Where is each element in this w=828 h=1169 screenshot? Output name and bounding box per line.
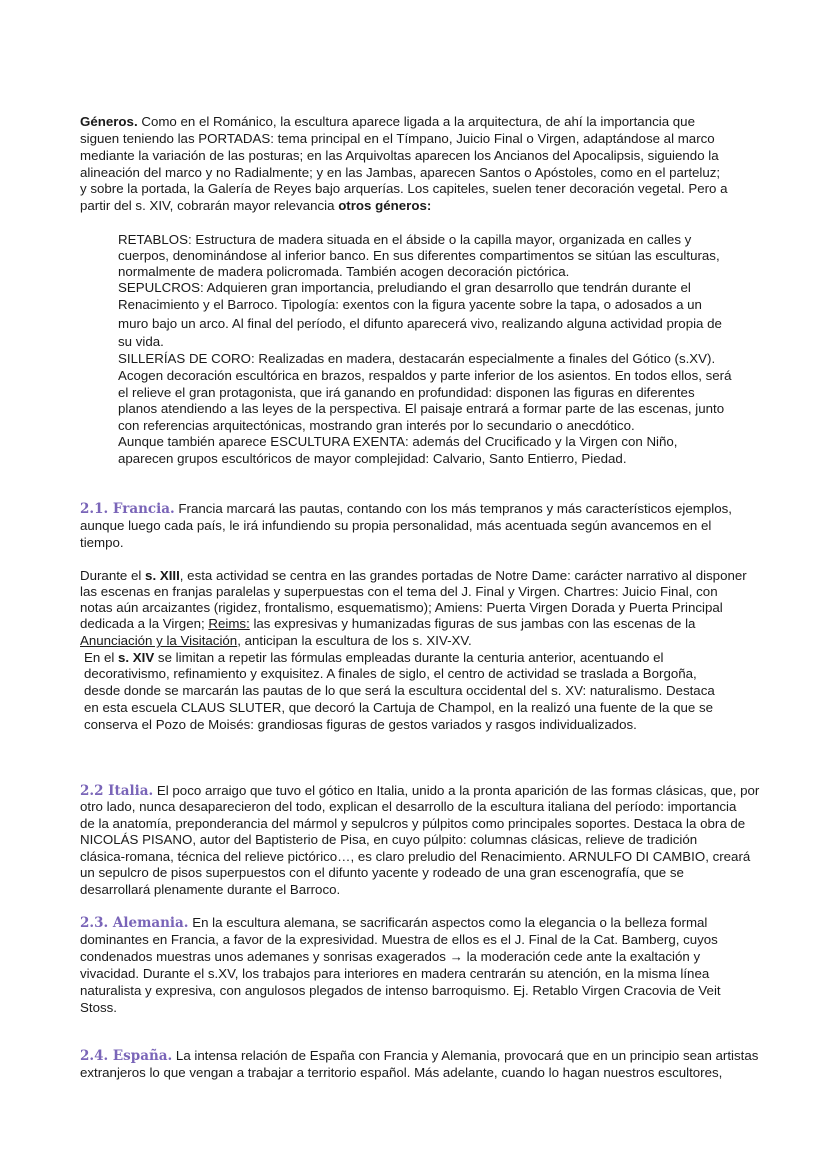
generos-line-1: Géneros. Como en el Románico, la escultura aparece ligada a la arquitectura, de ahí la importancia que	[80, 114, 695, 129]
alemania-line-2: dominantes en Francia, a favor de la expresividad. Muestra de ellos es el J. Final de la Cat. Bamberg, cuyos	[80, 932, 718, 947]
francia-p3-line-2: decorativismo, refinamiento y exquisitez. A finales de siglo, el centro de actividad se traslada a Borgoña,	[84, 666, 697, 681]
alemania-heading: 2.3. Alemania.	[80, 915, 189, 931]
francia-p3-line-3: desde donde se marcarán las pautas de lo que será la escultura occidental del s. XV: naturalismo. Destaca	[84, 683, 715, 698]
generos-line-4: alineación del marco y no Radialmente; y en las Jambas, aparecen Santos o Apóstoles, como en el parteluz;	[80, 165, 721, 180]
generos-heading: Géneros.	[80, 114, 138, 129]
retablos-line-1: RETABLOS: Estructura de madera situada en el ábside o la capilla mayor, organizada en calles y	[118, 232, 692, 247]
francia-p2-line-1: Durante el s. XIII, esta actividad se centra en las grandes portadas de Notre Dame: carácter narrativo al disponer	[80, 568, 747, 583]
sepulcros-line-4: su vida.	[118, 334, 164, 349]
francia-heading: 2.1. Francia.	[80, 501, 175, 517]
italia-line-3: de la anatomía, preponderancia del mármol y sepulcros y púlpitos como principales soportes. Destaca la obra de	[80, 816, 746, 831]
espana-line-1: 2.4. España. La intensa relación de España con Francia y Alemania, provocará que en un principio sean artistas	[80, 1048, 759, 1064]
generos-line-3: mediante la variación de las posturas; en las Arquivoltas aparecen los Ancianos del Apocalipsis, siguiendo la	[80, 148, 719, 163]
sillerias-line-4: planos atendiendo a las leyes de la perspectiva. El paisaje entrará a formar parte de las escenas, junto	[118, 401, 725, 416]
francia-p3-line-4: en esta escuela CLAUS SLUTER, que decoró la Cartuja de Champol, en la realizó una fuente de la que se	[84, 700, 714, 715]
exenta-line-1: Aunque también aparece ESCULTURA EXENTA: además del Crucificado y la Virgen con Niño,	[118, 434, 678, 449]
francia-line-3: tiempo.	[80, 535, 124, 550]
sillerias-line-1: SILLERÍAS DE CORO: Realizadas en madera, destacarán especialmente a finales del Gótico (s.XV).	[118, 351, 716, 366]
sillerias-line-5: con referencias arquitectónicas, mostrando gran interés por lo secundario o anecdótico.	[118, 418, 635, 433]
francia-p3-line-5: conserva el Pozo de Moisés: grandiosas figuras de gestos variados y rasgos individualizados.	[84, 717, 637, 732]
espana-line-2: extranjeros lo que vengan a trabajar a territorio español. Más adelante, cuando lo hagan nuestros escultores,	[80, 1065, 723, 1080]
sepulcros-line-3: muro bajo un arco. Al final del período, el difunto aparecerá vivo, realizando alguna actividad propia de	[118, 316, 722, 331]
francia-p2-line-3: notas aún arcaizantes (rigidez, frontalismo, esquematismo); Amiens: Puerta Virgen Dorada y Puerta Principal	[80, 600, 723, 615]
italia-line-6: un sepulcro de pisos superpuestos con el difunto yacente y rodeado de una gran escenografía, que se	[80, 865, 684, 880]
sillerias-line-2: Acogen decoración escultórica en brazos, respaldos y parte inferior de los asientos. En todos ellos, será	[118, 368, 732, 383]
italia-line-1: 2.2 Italia. El poco arraigo que tuvo el gótico en Italia, unido a la pronta aparición de las formas clásicas, que, por	[80, 783, 760, 799]
francia-p2-line-5: Anunciación y la Visitación, anticipan la escultura de los s. XIV-XV.	[80, 633, 472, 648]
alemania-line-5: naturalista y expresiva, con angulosos plegados de intenso barroquismo. Ej. Retablo Virgen Cracovia de Veit	[80, 983, 721, 998]
retablos-line-3: normalmente de madera policromada. También acogen decoración pictórica.	[118, 264, 570, 279]
exenta-line-2: aparecen grupos escultóricos de mayor complejidad: Calvario, Santo Entierro, Piedad.	[118, 451, 627, 466]
italia-heading: 2.2 Italia.	[80, 783, 154, 799]
francia-p2-line-2: las escenas en franjas paralelas y superpuestas con el tema del J. Final y Virgen. Chartres: Juicio Final, con	[80, 584, 718, 599]
italia-line-5: clásica-romana, técnica del relieve pictórico…, es claro preludio del Renacimiento. ARNULFO DI CAMBIO, creará	[80, 849, 751, 864]
sepulcros-line-2: Renacimiento y el Barroco. Tipología: exentos con la figura yacente sobre la tapa, o adosados a un	[118, 297, 702, 312]
generos-line-2: siguen teniendo las PORTADAS: tema principal en el Tímpano, Juicio Final o Virgen, adaptándose al marco	[80, 131, 715, 146]
alemania-line-3: condenados muestras unos ademanes y sonrisas exagerados → la moderación cede ante la exaltación y	[80, 949, 701, 964]
francia-line-1: 2.1. Francia. Francia marcará las pautas, contando con los más tempranos y más característicos ejemplos,	[80, 501, 732, 517]
generos-line-5: y sobre la portada, la Galería de Reyes bajo arquerías. Los capiteles, suelen tener decoración vegetal. Pero a	[80, 181, 728, 196]
italia-line-4: NICOLÁS PISANO, autor del Baptisterio de Pisa, en cuyo púlpito: columnas clásicas, relieve de tradición	[80, 832, 698, 847]
espana-heading: 2.4. España.	[80, 1048, 173, 1064]
francia-p3-line-1: En el s. XIV se limitan a repetir las fórmulas empleadas durante la centuria anterior, acentuando el	[84, 650, 664, 665]
alemania-line-4: vivacidad. Durante el s.XV, los trabajos para interiores en madera centrarán su atención, en la misma línea	[80, 966, 710, 981]
alemania-line-1: 2.3. Alemania. En la escultura alemana, se sacrificarán aspectos como la elegancia o la belleza formal	[80, 915, 708, 931]
sillerias-line-3: el relieve el gran protagonista, que irá ganando en profundidad: disponen las figuras en diferentes	[118, 385, 695, 400]
alemania-line-6: Stoss.	[80, 1000, 117, 1015]
italia-line-2: otro lado, nunca desaparecieron del todo, explican el desarrollo de la escultura italiana del período: importancia	[80, 799, 737, 814]
italia-line-7: desarrollará plenamente durante el Barroco.	[80, 882, 341, 897]
francia-p2-line-4: dedicada a la Virgen; Reims: las expresivas y humanizadas figuras de sus jambas con las escenas de la	[80, 616, 696, 631]
francia-line-2: aunque luego cada país, le irá infundiendo su propia personalidad, más acentuada según avancemos en el	[80, 518, 712, 533]
sepulcros-line-1: SEPULCROS: Adquieren gran importancia, preludiando el gran desarrollo que tendrán durante el	[118, 280, 691, 295]
retablos-line-2: cuerpos, denominándose al inferior banco. En sus diferentes compartimentos se sitúan las esculturas,	[118, 248, 720, 263]
generos-line-6: partir del s. XIV, cobrarán mayor relevancia otros géneros:	[80, 198, 432, 213]
